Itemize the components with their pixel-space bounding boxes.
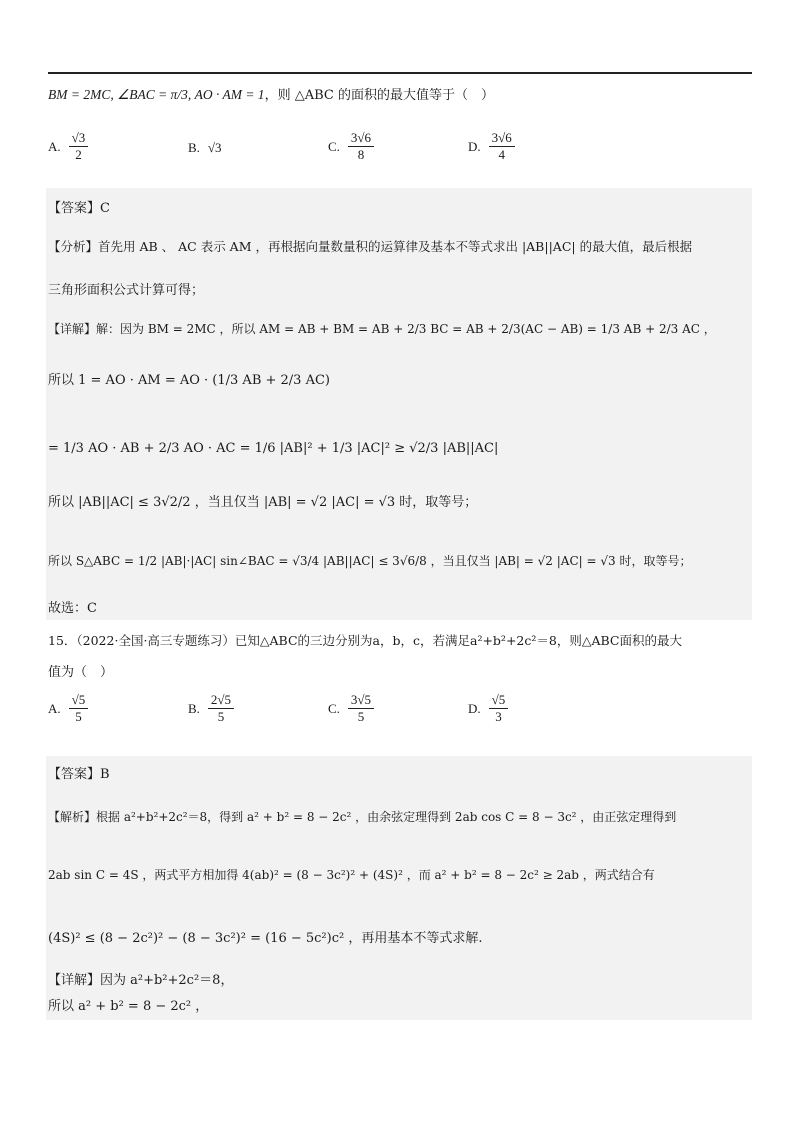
q14-detail-2: 所以 1 = AO · AM = AO · (1/3 AB + 2/3 AC) xyxy=(48,373,330,388)
q15-option-a: A. $\frac{√5}{5}$ xyxy=(48,692,88,725)
q15-stem-1: 15．（2022·全国·高三专题练习）已知△ABC的三边分别为a，b，c，若满足a²+b²+2c²＝8，则△ABC面积的最大 xyxy=(48,633,682,648)
q15-answer: 【答案】B xyxy=(48,767,110,782)
q15-analysis-3: (4S)² ≤ (8 − 2c²)² − (8 − 3c²)² = (16 − 5c²)c² ，再用基本不等式求解. xyxy=(48,931,483,946)
q15-analysis-1: 【解析】根据 a²+b²+2c²＝8，得到 a² + b² = 8 − 2c² ，由余弦定理得到 2ab cos C = 8 − 3c² ，由正弦定理得到 xyxy=(48,810,677,824)
q15-stem-2: 值为（ ） xyxy=(48,665,114,680)
q14-option-c: C. $\frac{3√6}{8}$ xyxy=(328,130,374,163)
top-rule xyxy=(48,72,752,74)
q15-detail-2: 所以 a² + b² = 8 − 2c² ， xyxy=(48,999,209,1014)
q14-detail-5: 所以 S△ABC = 1/2 |AB|·|AC| sin∠BAC = √3/4 |AB||AC| ≤ 3√6/8 ，当且仅当 |AB| = √2 |AC| = √3 时，取等号； xyxy=(48,554,692,568)
q14-conclusion: 故选：C xyxy=(48,601,97,616)
q14-analysis-1: 【分析】首先用 AB 、 AC 表示 AM ，再根据向量数量积的运算律及基本不等式求出 |AB||AC| 的最大值，最后根据 xyxy=(48,239,693,254)
q14-option-b: B. √3 xyxy=(188,140,222,155)
q15-detail-1: 【详解】因为 a²+b²+2c²＝8， xyxy=(48,973,234,988)
q14-analysis-2: 三角形面积公式计算可得； xyxy=(48,283,205,298)
q14-detail-3: = 1/3 AO · AB + 2/3 AO · AC = 1/6 |AB|² + 1/3 |AC|² ≥ √2/3 |AB||AC| xyxy=(48,441,499,456)
q15-option-b: B. $\frac{2√5}{5}$ xyxy=(188,692,234,725)
q14-stem-math: BM = 2MC, ∠BAC = π/3, AO · AM = 1 xyxy=(48,87,265,102)
q15-option-c: C. $\frac{3√5}{5}$ xyxy=(328,692,374,725)
q14-stem-text: ，则 △ABC 的面积的最大值等于（ ） xyxy=(264,88,494,103)
q14-answer: 【答案】C xyxy=(48,201,110,216)
q15-analysis-2: 2ab sin C = 4S ，两式平方相加得 4(ab)² = (8 − 3c²)² + (4S)² ，而 a² + b² = 8 − 2c² ≥ 2ab ，两式结合有 xyxy=(48,868,655,882)
q14-stem xyxy=(48,86,494,105)
q14-option-a: A. $\frac{√3}{2}$ xyxy=(48,130,88,163)
q14-detail-4: 所以 |AB||AC| ≤ 3√2/2 ，当且仅当 |AB| = √2 |AC| = √3 时，取等号； xyxy=(48,495,478,510)
q14-option-d: D. $\frac{3√6}{4}$ xyxy=(468,130,515,163)
q15-option-d: D. $\frac{√5}{3}$ xyxy=(468,692,508,725)
q14-detail-1: 【详解】解：因为 BM = 2MC ，所以 AM = AB + BM = AB + 2/3 BC = AB + 2/3(AC − AB) = 1/3 AB + 2/3 AC ， xyxy=(48,322,716,336)
